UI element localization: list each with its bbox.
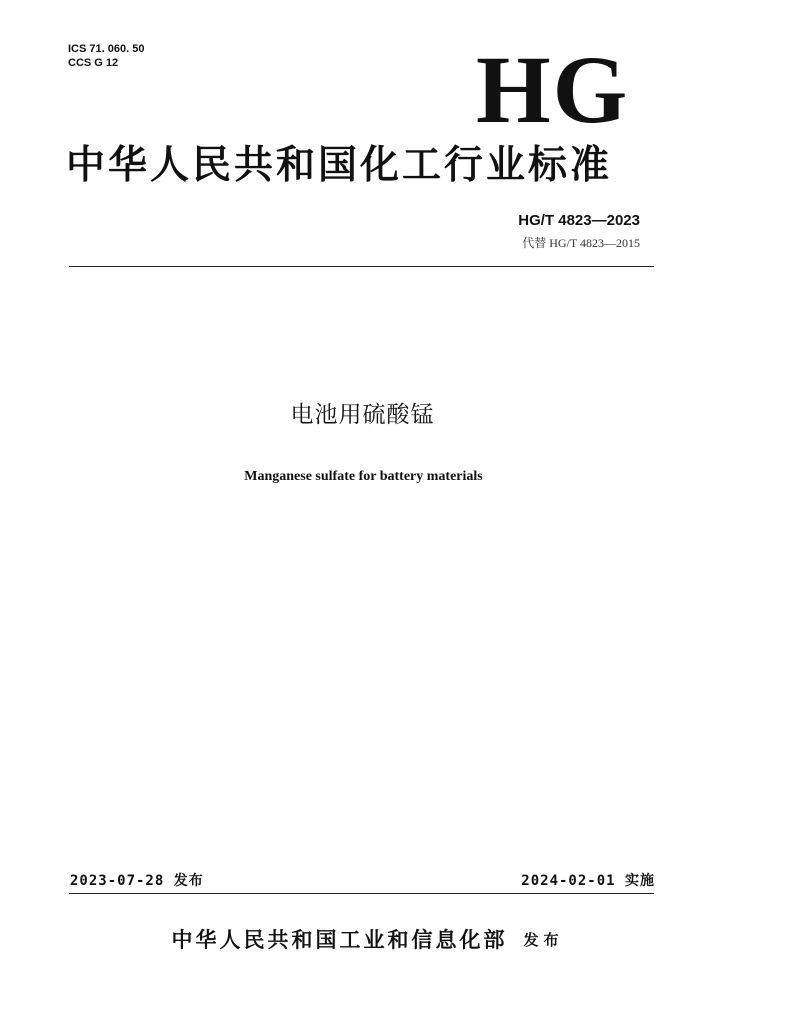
- issue-date: 2023-07-28 发布: [70, 873, 204, 889]
- replaces-standard: 代替 HG/T 4823—2015: [522, 236, 640, 250]
- ccs-code: CCS G 12: [68, 57, 119, 69]
- bottom-divider: [69, 893, 654, 894]
- hg-logo: HG: [476, 36, 630, 143]
- publisher-verb: 发布: [523, 931, 564, 949]
- ics-code: ICS 71. 060. 50: [68, 43, 145, 55]
- publisher-line: [171, 928, 563, 952]
- standard-number: HG/T 4823—2023: [518, 212, 640, 229]
- publisher-block: [0, 926, 791, 954]
- top-divider: [69, 266, 654, 267]
- document-title-en-block: [0, 468, 791, 486]
- standard-category-title: 中华人民共和国化工行业标准: [66, 143, 613, 188]
- document-title-cn: 电池用硫酸锰: [290, 402, 435, 428]
- document-title-en: Manganese sulfate for battery materials: [244, 469, 483, 484]
- document-title-cn-block: [0, 400, 791, 430]
- publisher-name: 中华人民共和国工业和信息化部: [171, 928, 508, 952]
- implementation-date: 2024-02-01 实施: [521, 873, 655, 889]
